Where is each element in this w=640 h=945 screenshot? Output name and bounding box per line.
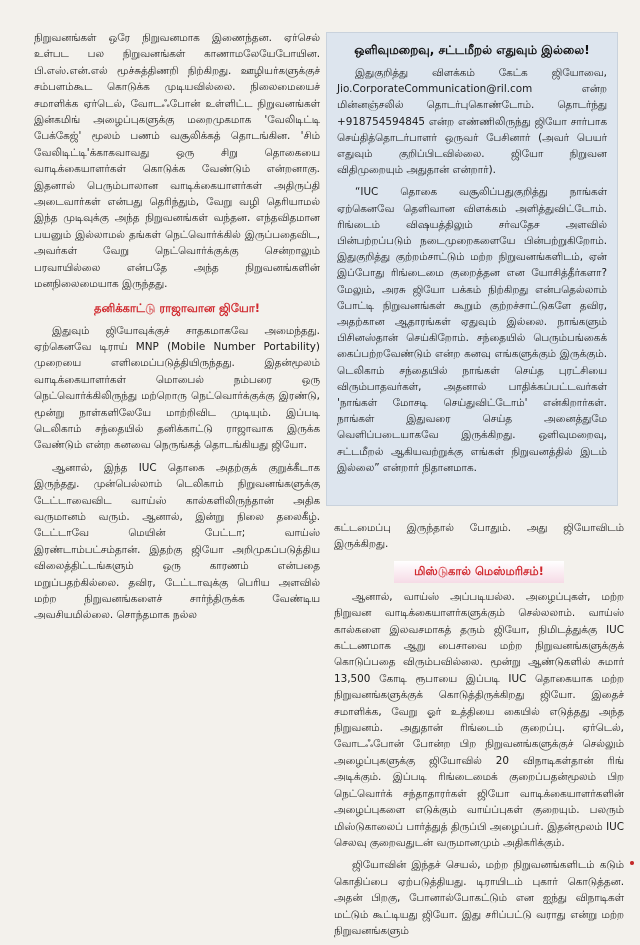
section-heading-lone-king: தனிக்காட்டு ராஜாவான ஜியோ! xyxy=(93,300,261,315)
body-paragraph: நிறுவனங்கள் ஒரே நிறுவனமாக இணைந்தன. ஏர்செல் உள்பட பல நிறுவனங்கள் காணாமலேயேபோயின. பி.எஸ்.என்.எல் மூச்சுத்திணறி நிற்கிறது. ஊழியர்களுக்குச் சம்பளம்கூட கொடுக்க முடியவில்லை. நிலைமையைச் சமாளிக்க ஏர்டெல், வோடஃபோன் உள்ளிட்ட நிறுவனங்கள் இன்கமிங் அழைப்புகளுக்கு மறைமுகமாக 'வேலிடிட்டி பேக்கேஜ்' மூலம் பணம் வசூலிக்கத் தொடங்கின. 'சிம் வேலிடிட்டி'க்காகவாவது ஒரு சிறு தொகையை வாடிக்கையாளர்கள் கொடுக்க வேண்டும் என்றனாகு. இதனால் பெரும்பாலான வாடிக்கையாளர்கள் அதிருப்தி அடைவார்கள் என்பது தெரிந்தும், வேறு வழி தெரியாமல் இந்த முடிவுக்கு அந்த நிறுவனங்கள் வந்தன. எந்தவிதமான பயனும் இல்லாமல் தங்கள் நெட்வொர்க்கில் இருப்பதைவிட, அவர்கள் வேறு நெட்வொர்க்குக்கு சென்றாலும் பரவாயில்லை என்பதே அந்த நிறுவனங்களின் மனநிலைமையாக இருந்தது. xyxy=(34,32,320,291)
right-column xyxy=(334,520,624,945)
sidebar-box-jio-response xyxy=(326,32,618,506)
left-column xyxy=(34,30,320,630)
body-paragraph: ஆனால், வாய்ஸ் அப்படியல்ல. அழைப்புகள், மற்ற நிறுவன வாடிக்கையாளர்களுக்கும் செல்லலாம். வாய்ஸ் கால்களை இலவசமாகத் தரும் ஜியோ, நிமிடத்துக்கு IUC கட்டணமாக ஆறு பைசாவை மற்ற நிறுவனங்களுக்குக் கொடுப்பதை விரும்பவில்லை. மூன்று ஆண்டுகளில் சுமார் 13,500 கோடி ரூபாயை இப்படி IUC தொகையாக மற்ற நிறுவனங்களுக்குக் கொடுத்திருக்கிறது ஜியோ. இதைச் சமாளிக்க, வேறு ஓர் உத்தியை கையில் எடுத்தது அந்த நிறுவனம். அதுதான் ரிங்டைம் குறைப்பு. ஏர்டெல், வோடஃபோன் போன்ற பிற நிறுவனங்களுக்குச் செல்லும் அழைப்புகளுக்கு ஜியோவில் 20 விநாடிகள்தான் ரிங் அடிக்கும். இப்படி ரிங்டைமைக் குறைப்பதன்மூலம் பிற நெட்வொர்க் சந்தாதாரர்கள் ஜியோ வாடிக்கையாளர்களின் அழைப்புகளை எடுக்கும் வாய்ப்புகள் குறையும். பலரும் மிஸ்டுகாலைப் பார்த்துத் திருப்பி அழைப்பர். இதன்மூலம் IUC செலவு குறைவதுடன் வருமானமும் அதிகரிக்கும். xyxy=(334,590,624,849)
box-paragraph: இதுகுறித்து விளக்கம் கேட்க ஜியோவை, Jio.CorporateCommunication@ril.com என்ற மின்னஞ்சலில் தொடர்புகொண்டோம். தொடர்ந்து +918754594845 என்ற எண்ணிலிருந்து ஜியோ சார்பாக செய்தித்தொடர்பாளர் ஒருவர் பேசினார் (அவர் பெயர் எதுவும் குறிப்பிடவில்லை. ஜியோ நிறுவன விதிமுறையும் அதுதான் என்றார்). xyxy=(337,67,607,177)
body-paragraph: ஆனால், இந்த IUC தொகை அதற்குக் குறுக்கீடாக இருந்தது. முன்பெல்லாம் டெலிகாம் நிறுவனங்களுக்கு டேட்டாவைவிட வாய்ஸ் கால்களிலிருந்தான் அதிக வருமானம் வரும். ஆனால், இன்று நிலை தலைகீழ். டேட்டாவே மெயின் பேட்டா; வாய்ஸ் இரண்டாம்பட்சம்தான். இதற்கு ஜியோ அறிமுகப்படுத்திய விலைத்திட்டங்களும் ஒரு காரணம் என்பதை மறுப்பதற்கில்லை. தவிர, டேட்டாவுக்கு பெரிய அளவில் மற்ற நிறுவனங்களைச் சார்ந்திருக்க வேண்டிய அவசியமில்லை. சொந்தமாக நல்ல xyxy=(34,461,320,622)
body-paragraph: கட்டமைப்பு இருந்தால் போதும். அது ஜியோவிடம் இருக்கிறது. xyxy=(334,522,624,551)
body-paragraph: ஜியோவின் இந்தச் செயல், மற்ற நிறுவனங்களிடம் கடும் கொதிப்பை ஏற்படுத்தியது. டிராயிடம் புகார் கொடுத்தன. அதன் பிறகு, போனால்போகட்டும் என ஐந்து விநாடிகள் மட்டும் கூட்டியது ஜியோ. இது சரிப்பட்டு வராது என்று மற்ற நிறுவனங்களும் xyxy=(334,859,624,937)
box-title: ஒளிவுமறைவு, சட்டமீறல் எதுவும் இல்லை! xyxy=(354,43,590,57)
page-corner-dot xyxy=(630,861,634,865)
body-paragraph: இதுவும் ஜியோவுக்குச் சாதகமாகவே அமைந்தது. ஏற்கெனவே டிராய் MNP (Mobile Number Portability) முறையை எளிமைப்படுத்தியிருந்தது. இதன்மூலம் வாடிக்கையாளர்கள் மொபைல் நம்பரை ஒரு நெட்வொர்க்கிலிருந்து மற்றொரு நெட்வொர்க்குக்கு இரண்டு, மூன்று நாள்களிலேயே மாற்றிவிட முடியும். இப்படி டெலிகாம் சந்தையில் தனிக்காட்டு ராஜாவாக இருக்க வேண்டும் என்ற கனவை நெருங்கத் தொடங்கியது ஜியோ. xyxy=(34,324,320,452)
box-paragraph: “IUC தொகை வசூலிப்பதுகுறித்து நாங்கள் ஏற்கெனவே தெளிவான விளக்கம் அளித்துவிட்டோம். ரிங்டைம் விஷயத்திலும் சர்வதேச அளவில் பின்பற்றப்படும் நடைமுறைகளையே பின்பற்றுகிறோம். இதுகுறித்து குற்றம்சாட்டும் மற்ற நிறுவனங்களிடம், ஏன் இப்போது ரிங்டைமை குறைத்தன என யோசித்தீர்களா? மேலும், அரசு ஜியோ பக்கம் நிற்கிறது என்பதெல்லாம் போட்டி நிறுவனங்கள் கூறும் குற்றச்சாட்டுகளே தவிர, அதற்கான ஆதாரங்கள் ஏதுவும் இல்லை. நாங்களும் பிசினஸ்தான் செய்கிறோம். சந்தையில் பெரும்பங்கைக் கைப்பற்றவேண்டும் என்ற கனவு எங்களுக்கும் இருக்கும். டெலிகாம் சந்தையில் நாங்கள் செய்த புரட்சியை விரும்பாதவர்கள், அதனால் பாதிக்கப்பட்டவர்கள் 'நாங்கள் மோசடி செய்துவிட்டோம்' என்கிறார்கள். நாங்கள் இதுவரை செய்த அனைத்துமே வெளிப்படையாகவே இருக்கிறது. ஒளிவுமறைவு, சட்டமீறல் ஆகியவற்றுக்கு எங்கள் நிறுவனத்தில் இடம் இல்லை” என்றார் நிதானமாக. xyxy=(337,186,607,474)
section-heading-missed-call: மிஸ்டுகால் மெஸ்மரிசம்! xyxy=(394,561,564,583)
